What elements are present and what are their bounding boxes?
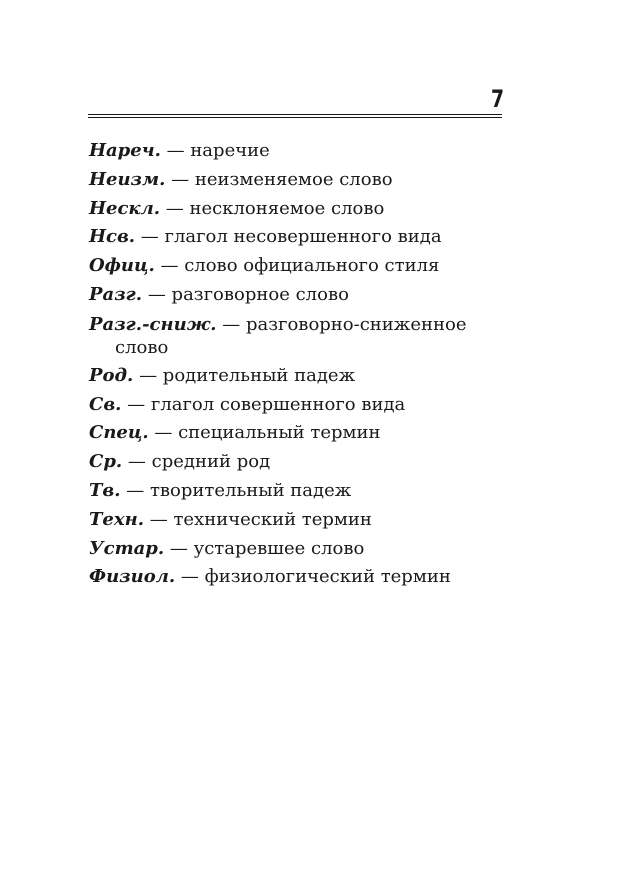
- abbreviation-list: [89, 137, 509, 592]
- abbreviation-entry: [89, 506, 509, 535]
- definition: наречие: [190, 140, 270, 161]
- abbreviation: Офиц.: [89, 255, 155, 277]
- abbreviation: Нареч.: [89, 140, 161, 161]
- dash: —: [139, 364, 158, 386]
- dash: —: [154, 422, 173, 444]
- abbreviation: Спец.: [89, 422, 149, 444]
- abbreviation-entry: [89, 563, 509, 592]
- abbreviation-entry: [89, 448, 509, 477]
- page-number: 7: [490, 85, 504, 113]
- abbreviation-entry: [89, 477, 509, 506]
- definition: разговорно-сниженное слово: [115, 313, 467, 358]
- abbreviation: Св.: [89, 393, 122, 415]
- abbreviation-entry: [89, 535, 509, 564]
- dash: —: [222, 313, 241, 335]
- abbreviation: Нескл.: [89, 197, 161, 219]
- definition: разговорное слово: [171, 283, 349, 305]
- abbreviation-entry: [89, 391, 509, 420]
- abbreviation-entry: [89, 166, 509, 195]
- definition: творительный падеж: [149, 479, 352, 501]
- abbreviation: Техн.: [89, 508, 144, 530]
- definition: глагол совершенного вида: [150, 393, 406, 415]
- definition: технический термин: [173, 508, 372, 530]
- abbreviation: Ср.: [89, 451, 123, 473]
- abbreviation: Разг.: [89, 283, 143, 305]
- header-rule: [88, 114, 502, 118]
- dash: —: [149, 508, 168, 530]
- dash: —: [171, 168, 190, 190]
- definition: глагол несовершенного вида: [164, 226, 442, 248]
- abbreviation: Физиол.: [89, 566, 176, 588]
- definition: несклоняемое слово: [189, 197, 385, 219]
- abbreviation-entry: [89, 223, 509, 252]
- abbreviation: Тв.: [89, 479, 121, 501]
- abbreviation-entry: [89, 310, 509, 362]
- abbreviation-entry: [89, 362, 509, 391]
- dash: —: [166, 140, 185, 161]
- abbreviation-entry: [89, 419, 509, 448]
- dash: —: [169, 537, 188, 559]
- definition: слово официального стиля: [184, 255, 440, 277]
- dash: —: [126, 479, 145, 501]
- dash: —: [160, 255, 179, 277]
- abbreviation-entry: [89, 281, 509, 310]
- abbreviation: Неизм.: [89, 168, 166, 190]
- dash: —: [165, 197, 184, 219]
- dash: —: [147, 283, 166, 305]
- abbreviation: Устар.: [89, 537, 165, 559]
- abbreviation-entry: [89, 137, 509, 166]
- abbreviation: Род.: [89, 364, 134, 386]
- definition: родительный падеж: [162, 364, 356, 386]
- definition: физиологический термин: [204, 566, 451, 588]
- abbreviation: Нсв.: [89, 226, 136, 248]
- definition: неизменяемое слово: [194, 168, 393, 190]
- abbreviation: Разг.-сниж.: [89, 313, 217, 335]
- definition: устаревшее слово: [193, 537, 365, 559]
- definition: средний род: [151, 451, 271, 473]
- abbreviation-entry: [89, 252, 509, 281]
- dash: —: [180, 566, 199, 588]
- dash: —: [127, 393, 146, 415]
- dash: —: [140, 226, 159, 248]
- abbreviation-entry: [89, 195, 509, 224]
- dash: —: [127, 451, 146, 473]
- definition: специальный термин: [178, 422, 381, 444]
